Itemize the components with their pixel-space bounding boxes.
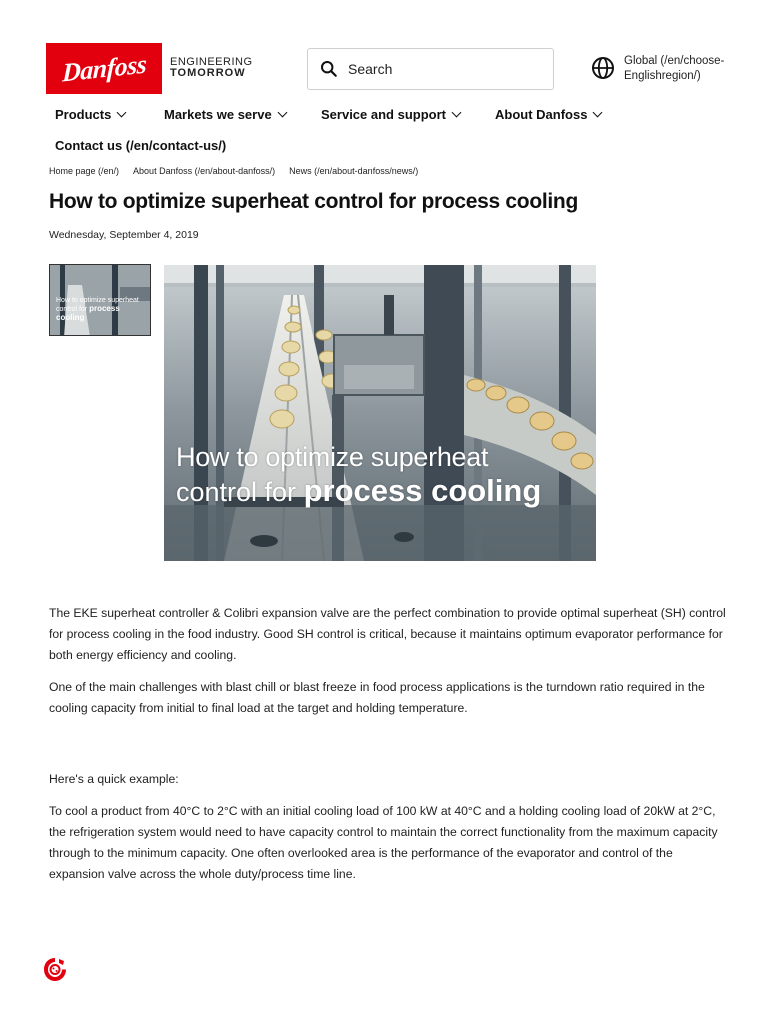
nav-contact[interactable]: Contact us (/en/contact-us/)	[55, 138, 227, 153]
region-selector[interactable]	[591, 54, 744, 84]
nav-service-label: Service and support	[321, 107, 446, 122]
nav-about-label: About Danfoss	[495, 107, 588, 122]
nav-products-label: Products	[55, 107, 112, 122]
hero-caption-line2	[176, 474, 541, 509]
publish-date: Wednesday, September 4, 2019	[49, 229, 199, 241]
region-label: Global (/en/choose-Englishregion/)	[624, 55, 725, 82]
hero-caption-line1: How to optimize superheat	[176, 442, 489, 472]
thumb-caption-line2	[56, 305, 150, 323]
hero-image	[164, 265, 596, 561]
nav-products[interactable]	[55, 107, 125, 122]
danfoss-logo[interactable]	[46, 43, 162, 94]
thumb-caption-prefix: control for	[56, 306, 90, 313]
cookie-settings-icon[interactable]	[42, 956, 68, 984]
search-box[interactable]	[307, 48, 554, 90]
thumb-caption-bold: process cooling	[56, 304, 120, 322]
hero-caption-bold: process cooling	[303, 473, 542, 508]
nav-service[interactable]	[321, 107, 460, 122]
tagline-line2: TOMORROW	[170, 67, 246, 79]
breadcrumb-home[interactable]: Home page (/en/)	[49, 166, 120, 176]
nav-markets-label: Markets we serve	[164, 107, 272, 122]
image-thumbnail[interactable]	[49, 264, 151, 336]
chevron-down-icon	[277, 108, 287, 118]
breadcrumb-news[interactable]: News (/en/about-danfoss/news/)	[289, 166, 419, 176]
chevron-down-icon	[117, 108, 127, 118]
logo-text: Danfoss	[61, 48, 147, 88]
article-paragraph: The EKE superheat controller & Colibri expansion valve are the perfect combination to provide optimal superheat (SH) control for process cooling in the food industry. Good SH control is critical, because it maintains optimum evaporator performance for both energy efficiency and cooling.	[49, 606, 726, 662]
hero-caption	[176, 441, 541, 509]
search-icon	[320, 60, 338, 78]
brand-tagline	[170, 57, 253, 79]
hero-caption-prefix: control for	[176, 477, 304, 507]
globe-icon	[591, 56, 615, 80]
breadcrumb-about[interactable]: About Danfoss (/en/about-danfoss/)	[133, 166, 276, 176]
chevron-down-icon	[593, 108, 603, 118]
search-label: Search	[348, 61, 393, 77]
article-paragraph: To cool a product from 40°C to 2°C with an initial cooling load of 100 kW at 40°C and a holding cooling load of 20kW at 2°C, the refrigeration system would need to have capacity control to maintain the correct functionality from the maximum capacity through to the minimum capacity. One often overlooked area is the performance of the evaporator and control of the expansion valve across the whole duty/process time line.	[49, 804, 718, 881]
page-title: How to optimize superheat control for process cooling	[49, 190, 578, 213]
breadcrumb	[49, 166, 432, 176]
article-paragraph: Here's a quick example:	[49, 772, 179, 786]
thumb-caption-line1: How to optimize superheat	[56, 297, 139, 304]
article-paragraph: One of the main challenges with blast chill or blast freeze in food process applications is the turndown ratio required in the cooling capacity from initial to final load at the target and holding temperature.	[49, 680, 705, 715]
hero-photo	[164, 265, 596, 561]
tagline-line1: ENGINEERING	[170, 56, 253, 68]
nav-about[interactable]	[495, 107, 601, 122]
nav-markets[interactable]	[164, 107, 286, 122]
chevron-down-icon	[452, 108, 462, 118]
main-nav	[55, 107, 735, 125]
thumbnail-caption	[56, 297, 150, 323]
